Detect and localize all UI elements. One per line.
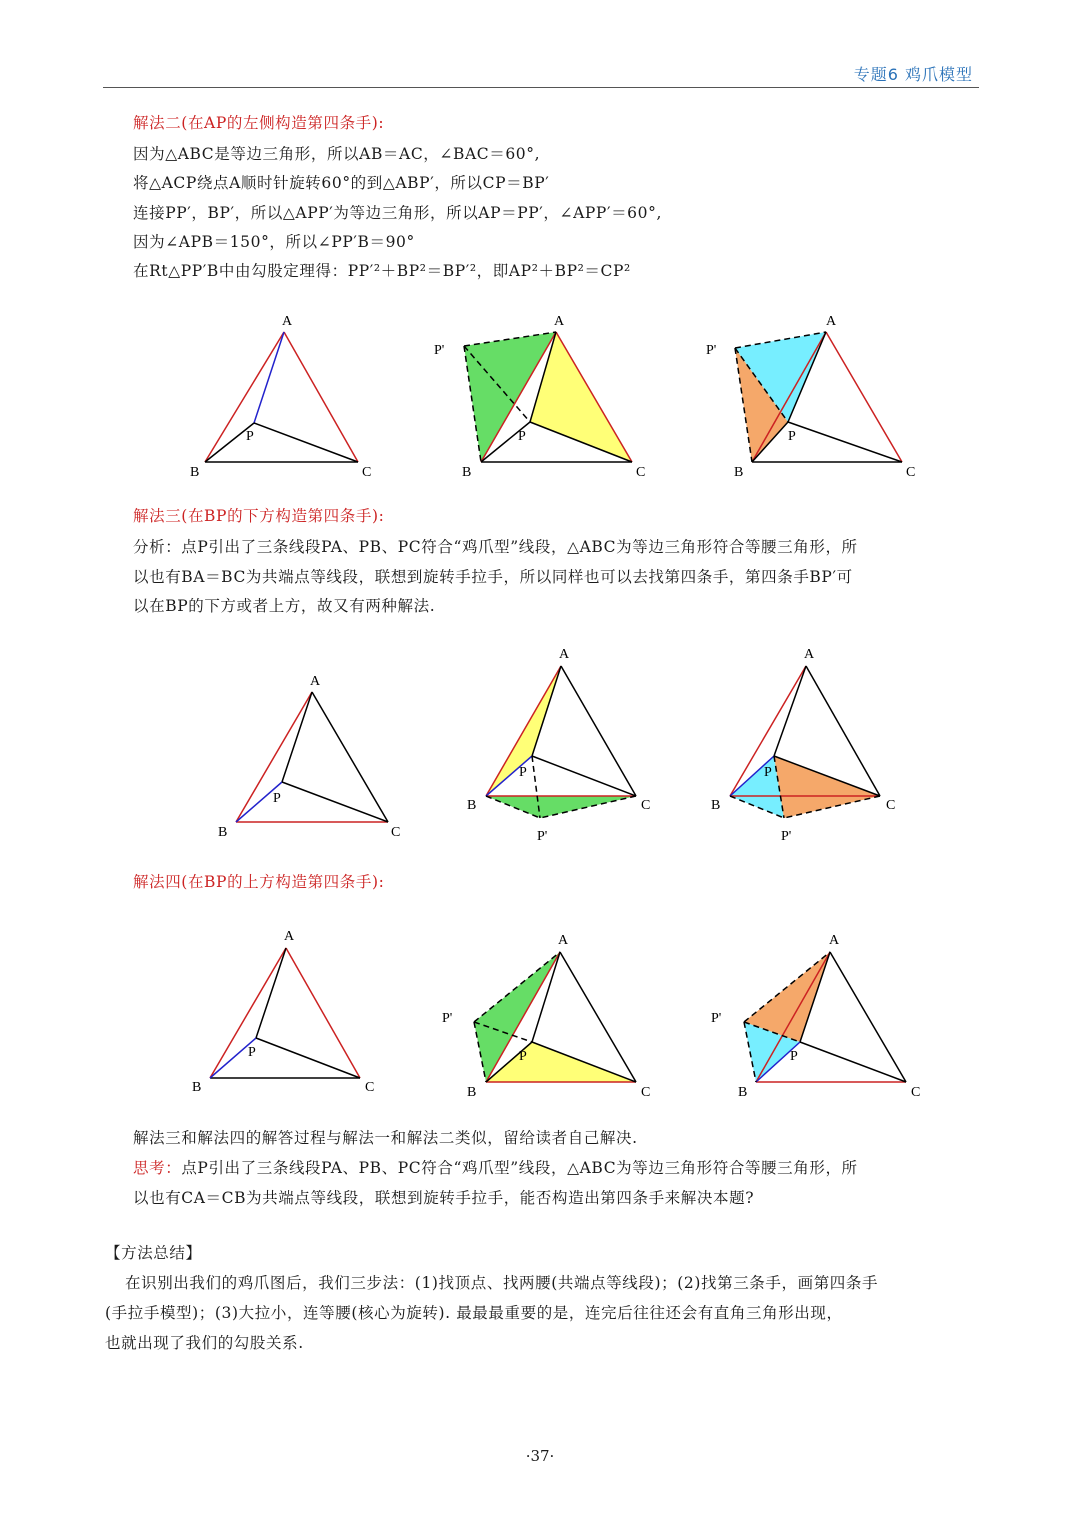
method3-line: 以也有BA＝BC为共端点等线段，联想到旋转手拉手，所以同样也可以去找第四条手，第四条手BP′可 (133, 568, 853, 586)
label-b: B (190, 465, 200, 480)
summary-line: (手拉手模型)；(3)大拉小，连等腰(核心为旋转). 最最最重要的是，连完后往往还会有直角三角形出现， (105, 1304, 843, 1322)
label-p-prime: P' (711, 1011, 722, 1026)
summary-line: 也就出现了我们的勾股关系. (105, 1334, 304, 1352)
label-a: A (826, 314, 837, 329)
method2-line: 因为△ABC是等边三角形，所以AB＝AC，∠BAC＝60°, (133, 145, 541, 163)
label-a: A (554, 314, 565, 329)
label-a: A (310, 674, 321, 689)
label-b: B (734, 465, 744, 480)
label-c: C (906, 465, 916, 480)
label-p-prime: P' (537, 829, 548, 844)
label-b: B (192, 1080, 202, 1095)
label-c: C (362, 465, 372, 480)
label-a: A (282, 314, 293, 329)
page-number: ·37· (525, 1447, 555, 1465)
label-a: A (558, 933, 569, 948)
label-b: B (218, 825, 228, 840)
method2-line: 将△ACP绕点A顺时针旋转60°的到△ABP′，所以CP＝BP′ (133, 174, 550, 192)
figure-9 (711, 933, 920, 1100)
label-c: C (886, 798, 896, 813)
label-p-prime: P' (434, 343, 445, 358)
label-a: A (829, 933, 840, 948)
label-b: B (467, 1085, 477, 1100)
label-p: P (788, 429, 796, 444)
header-title: 专题6 鸡爪模型 (853, 65, 973, 84)
label-b: B (711, 798, 721, 813)
label-c: C (636, 465, 646, 480)
label-p: P (248, 1045, 256, 1060)
think-text: 点P引出了三条线段PA、PB、PC符合“鸡爪型”线段，△ABC为等边三角形符合等腰三角形，所 (181, 1159, 858, 1177)
label-b: B (738, 1085, 748, 1100)
label-c: C (911, 1085, 921, 1100)
label-p: P (246, 429, 254, 444)
label-a: A (804, 647, 815, 662)
label-p: P (764, 765, 772, 780)
label-a: A (284, 929, 295, 944)
method2-title: 解法二(在AP的左侧构造第四条手): (133, 114, 385, 132)
method4-title: 解法四(在BP的上方构造第四条手): (133, 873, 385, 891)
closing-line: 解法三和解法四的解答过程与解法一和解法二类似，留给读者自己解决. (133, 1129, 638, 1147)
summary-line: 在识别出我们的鸡爪图后，我们三步法：(1)找顶点、找两腰(共端点等线段)；(2)找第三条手，画第四条手 (125, 1274, 879, 1292)
label-p: P (518, 429, 526, 444)
label-c: C (641, 798, 651, 813)
label-p-prime: P' (706, 343, 717, 358)
method2-line: 在Rt△PP′B中由勾股定理得：PP′²＋BP²＝BP′²，即AP²＋BP²＝CP² (133, 262, 631, 280)
label-p: P (273, 791, 281, 806)
think-line (133, 1158, 858, 1178)
label-a: A (559, 647, 570, 662)
method2-line: 因为∠APB＝150°，所以∠PP′B＝90° (133, 233, 415, 251)
label-c: C (391, 825, 401, 840)
method3-title: 解法三(在BP的下方构造第四条手): (133, 507, 385, 525)
label-p: P (519, 1049, 527, 1064)
label-b: B (462, 465, 472, 480)
label-c: C (641, 1085, 651, 1100)
method2-line: 连接PP′，BP′，所以△APP′为等边三角形，所以AP＝PP′，∠APP′＝60°, (133, 204, 662, 222)
figure-7 (192, 929, 374, 1095)
label-b: B (467, 798, 477, 813)
label-p-prime: P' (781, 829, 792, 844)
method3-line: 以在BP的下方或者上方，故又有两种解法. (133, 597, 436, 615)
think-label: 思考： (133, 1159, 182, 1177)
label-c: C (365, 1080, 375, 1095)
label-p: P (519, 765, 527, 780)
label-p: P (790, 1049, 798, 1064)
label-p-prime: P' (442, 1011, 453, 1026)
think-line-2: 以也有CA＝CB为共端点等线段，联想到旋转手拉手，能否构造出第四条手来解决本题? (133, 1189, 755, 1207)
figure-8 (442, 933, 650, 1100)
method3-line: 分析：点P引出了三条线段PA、PB、PC符合“鸡爪型”线段，△ABC为等边三角形符合等腰三角形，所 (133, 538, 858, 556)
summary-heading: 【方法总结】 (105, 1244, 202, 1262)
